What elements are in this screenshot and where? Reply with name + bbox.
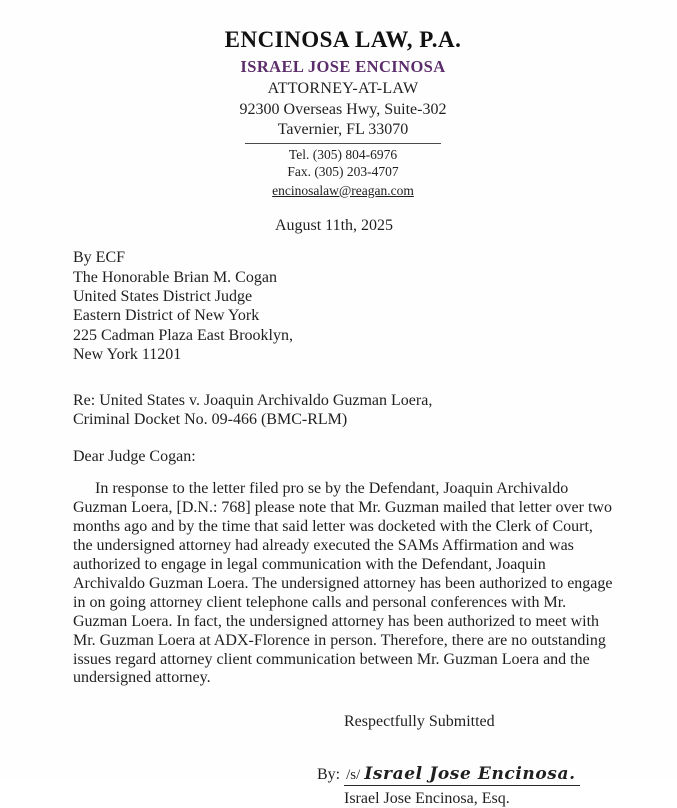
sig-prefix: /s/ [346, 767, 361, 784]
recipient-line: New York 11201 [73, 346, 182, 364]
signature [344, 764, 580, 786]
docket-line: Criminal Docket No. 09-466 (BMC-RLM) [73, 411, 348, 429]
letterhead [73, 26, 613, 200]
salutation: Dear Judge Cogan: [73, 448, 196, 466]
re-line: Re: United States v. Joaquin Archivaldo Guzman Loera, [73, 391, 433, 409]
recipient-line: Eastern District of New York [73, 307, 260, 325]
recipient-line: 225 Cadman Plaza East Brooklyn, [73, 326, 293, 344]
signature-line [317, 764, 613, 786]
fax-line: Fax. (305) 203-4707 [287, 164, 399, 180]
recipient-block [73, 248, 613, 364]
letter-date: August 11th, 2025 [274, 217, 394, 235]
subject-block [73, 391, 613, 430]
closing-phrase: Respectfully Submitted [344, 713, 495, 731]
attorney-title: ATTORNEY-AT-LAW [267, 80, 419, 98]
sig-script-name: Israel Jose Encinosa. [364, 764, 576, 785]
attorney-name: ISRAEL JOSE ENCINOSA [240, 57, 446, 77]
address-line-1: 92300 Overseas Hwy, Suite-302 [239, 100, 447, 118]
delivery-method: By ECF [73, 249, 126, 267]
by-label: By: [317, 766, 341, 784]
body-paragraph: In response to the letter filed pro se by the Defendant, Joaquin Archivaldo Guzman Loera, [D.N.: 768] please note that Mr. Guzman mailed that letter over two months ago and by the time that said letter was docketed with the Clerk of Court, the undersigned attorney had already executed the SAMs Affirmation and was authorized to engage in legal communication with the Defendant, Joaquin Archivaldo Guzman Loera. The undersigned attorney has been authorized to engage in on going attorney client telephone calls and personal conferences with Mr. Guzman Loera. In fact, the undersigned attorney has been authorized to meet with Mr. Guzman Loera at ADX-Florence in person. Therefore, there are no outstanding issues regard attorney client communication between Mr. Guzman Loera and the undersigned attorney. [73, 480, 613, 687]
email-link[interactable]: encinosalaw@reagan.com [272, 182, 414, 198]
letterhead-divider [245, 143, 441, 144]
telephone-line: Tel. (305) 804-6976 [288, 146, 398, 162]
recipient-line: United States District Judge [73, 287, 253, 305]
signer-name: Israel Jose Encinosa, Esq. [344, 790, 510, 808]
recipient-line: The Honorable Brian M. Cogan [73, 268, 277, 286]
address-line-2: Tavernier, FL 33070 [277, 121, 409, 139]
firm-name: ENCINOSA LAW, P.A. [224, 27, 462, 52]
